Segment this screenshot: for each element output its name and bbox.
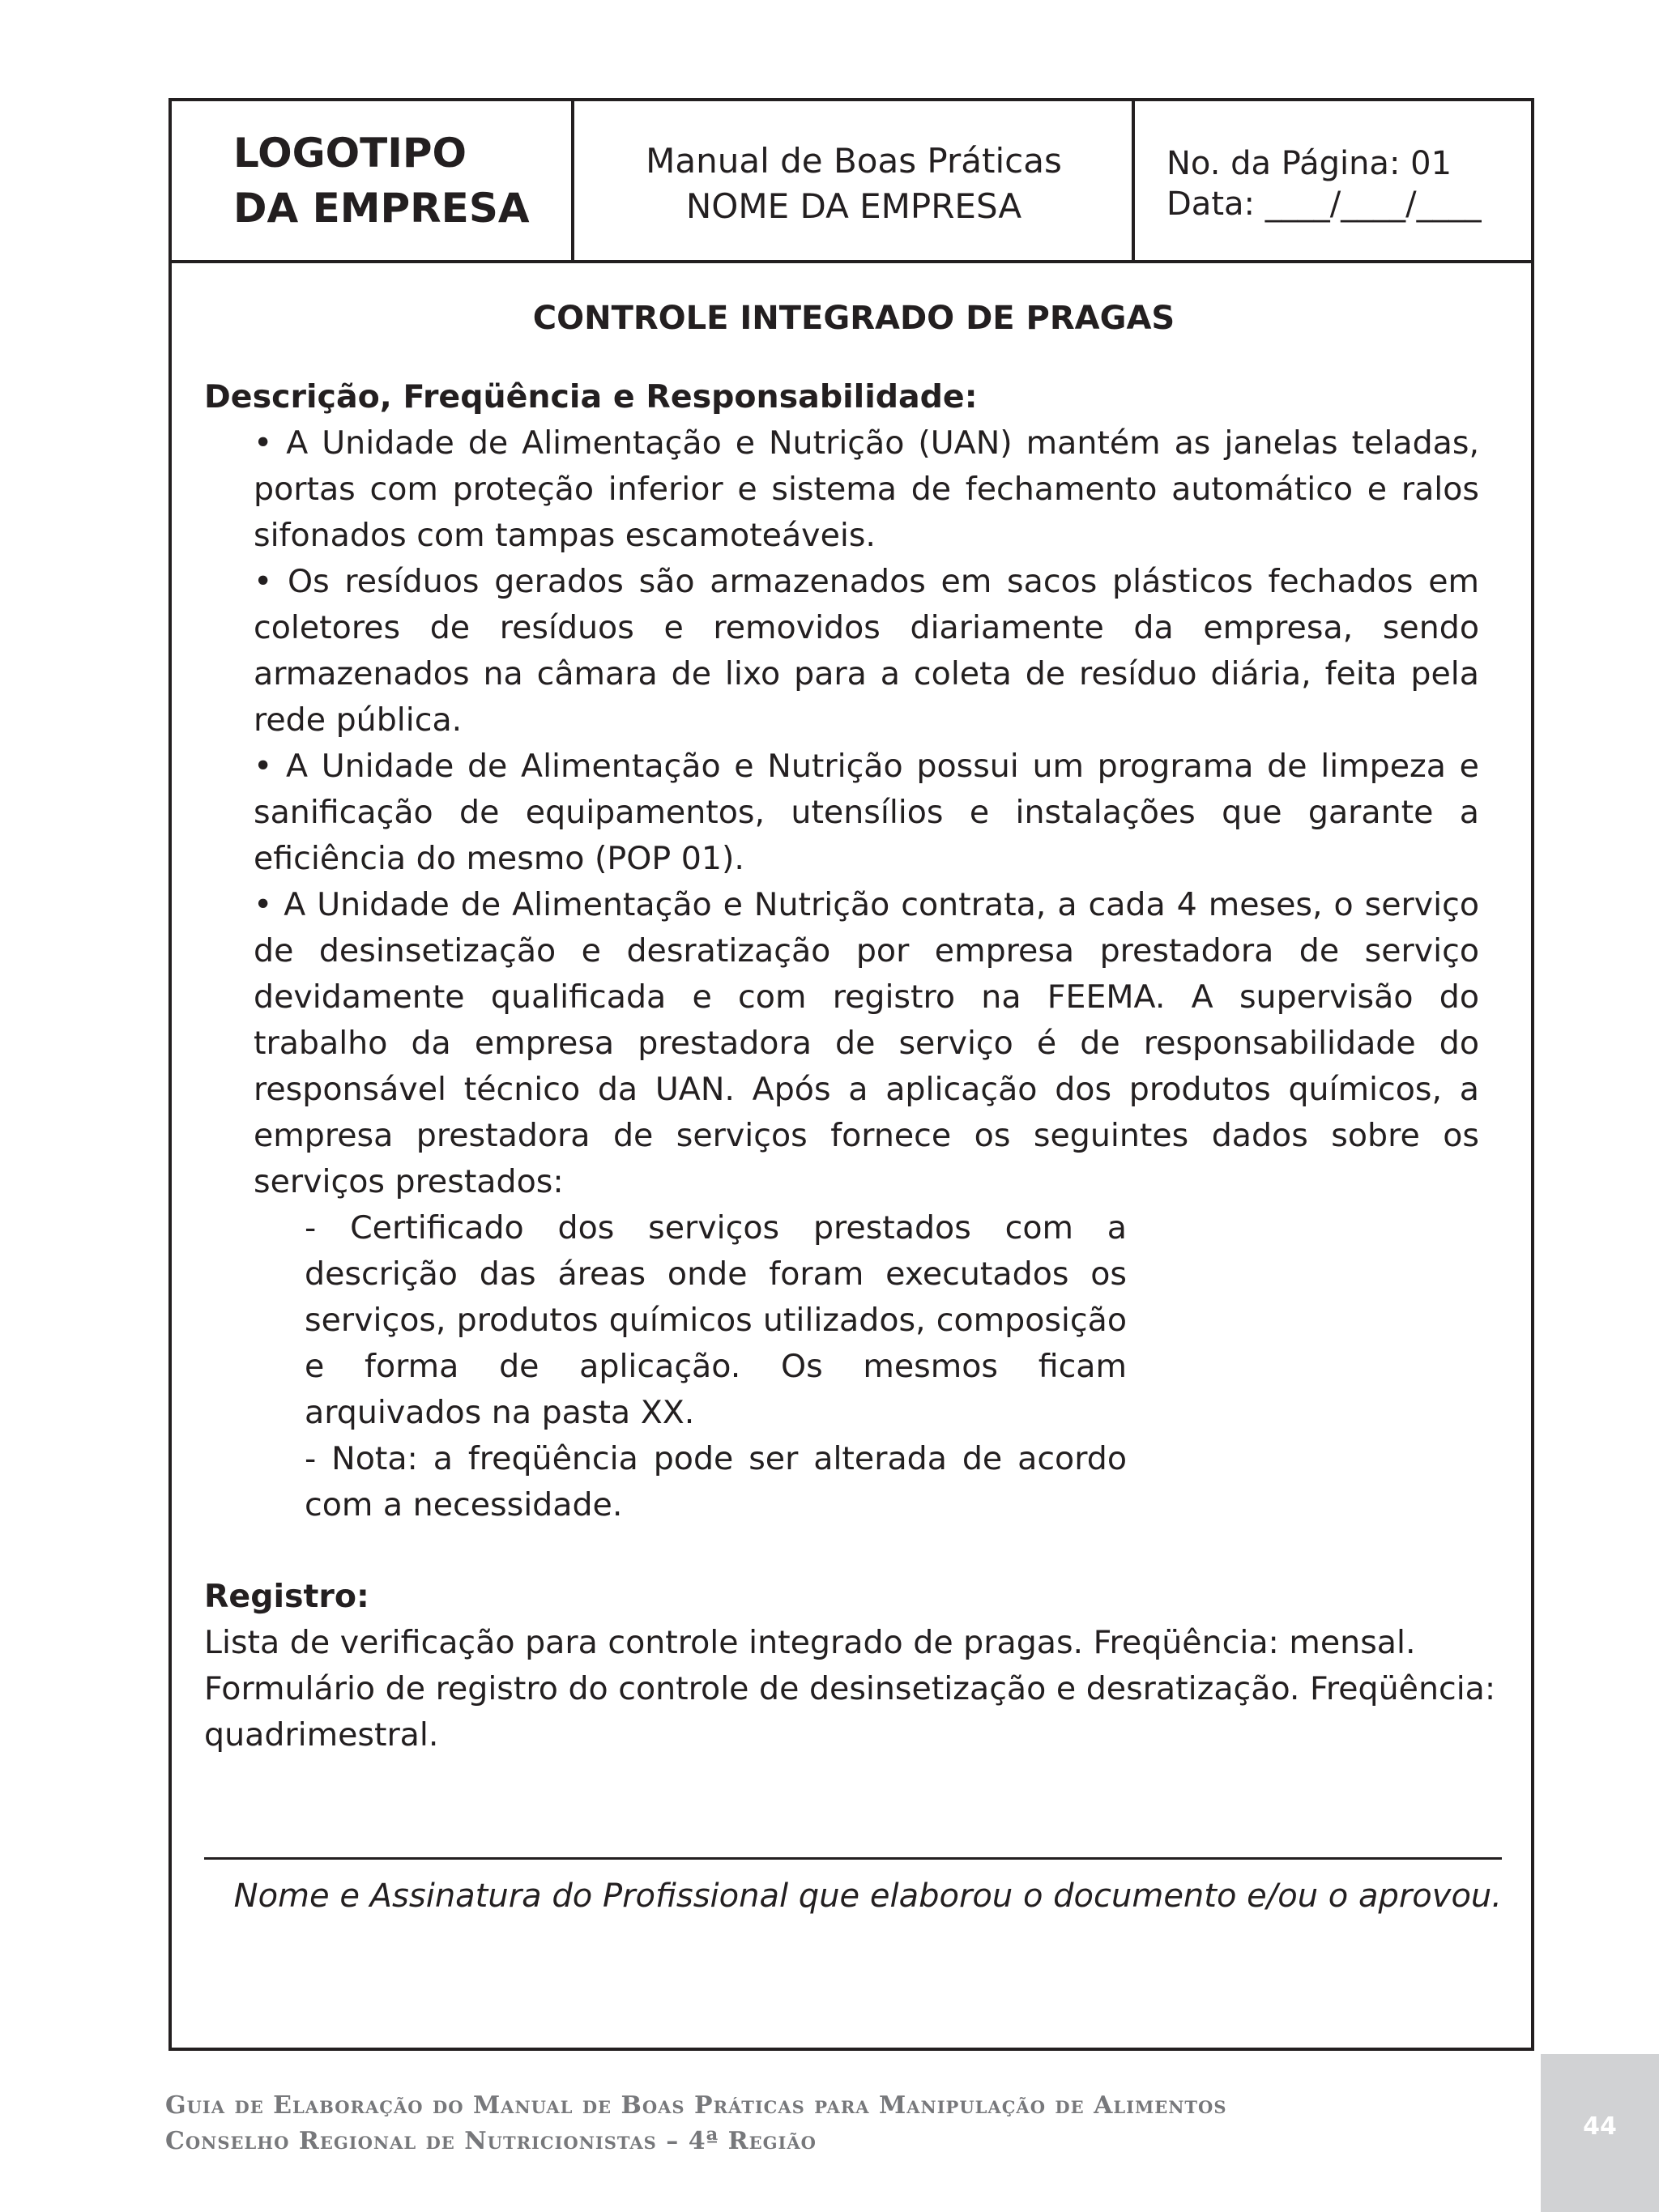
page-number-tab — [1541, 2054, 1659, 2212]
sub-item: - Certificado dos serviços prestados com a descrição das áreas onde foram executados os serviços, produtos químicos utilizados, composição e forma de aplicação. Os mesmos ficam arquivados na pasta XX. — [305, 1209, 1127, 1431]
logo-line-1: LOGOTIPO — [233, 130, 467, 177]
page-info-block — [1166, 143, 1482, 224]
footer-line-2: Conselho Regional de Nutricionistas – 4ª Região — [165, 2127, 817, 2155]
page-number: 44 — [1583, 2112, 1617, 2141]
signature-line — [204, 1857, 1502, 1860]
document-frame — [168, 98, 1534, 2051]
footer-line-1: Guia de Elaboração do Manual de Boas Práticas para Manipulação de Alimentos — [165, 2091, 1227, 2120]
header-bottom-line — [172, 260, 1531, 263]
section-heading: Descrição, Freqüência e Responsabilidade: — [204, 378, 978, 416]
bullet-item: • Os resíduos gerados são armazenados em sacos plásticos fechados em coletores de resíduos e removidos diariamente da empresa, sendo armazenados na câmara de lixo para a coleta de resíduo diária, feita pela rede pública. — [254, 563, 1479, 739]
bullet-item: • A Unidade de Alimentação e Nutrição contrata, a cada 4 meses, o serviço de desinsetização e desratização por empresa prestadora de serviço devidamente qualificada e com registro na FEEMA. A supervisão do trabalho da empresa prestadora de serviço é de responsabilidade do responsável técnico da UAN. Após a aplicação dos produtos químicos, a empresa prestadora de serviços fornece os seguintes dados sobre os serviços prestados: — [254, 886, 1479, 1200]
document-title: CONTROLE INTEGRADO DE PRAGAS — [532, 300, 1175, 337]
bullet-list — [254, 420, 1479, 1528]
sub-item-list — [305, 1205, 1127, 1528]
manual-title-block — [574, 139, 1134, 229]
registro-line: Formulário de registro do controle de desinsetização e desratização. Freqüência: quadrimestral. — [204, 1670, 1496, 1754]
date-field: Data: ____/____/____ — [1166, 185, 1482, 223]
bullet-item: • A Unidade de Alimentação e Nutrição (UAN) mantém as janelas teladas, portas com proteção inferior e sistema de fechamento automático e ralos sifonados com tampas escamoteáveis. — [254, 424, 1479, 554]
logo-line-2: DA EMPRESA — [233, 185, 530, 232]
registro-heading: Registro: — [204, 1578, 369, 1615]
signature-caption: Nome e Assinatura do Profissional que elaborou o documento e/ou o aprovou. — [233, 1877, 1502, 1915]
registro-line: Lista de verificação para controle integrado de pragas. Freqüência: mensal. — [204, 1624, 1416, 1661]
company-logo-placeholder — [233, 126, 530, 236]
bullet-item: • A Unidade de Alimentação e Nutrição possui um programa de limpeza e sanificação de equipamentos, utensílios e instalações que garante a eficiência do mesmo (POP 01). — [254, 748, 1479, 877]
footer — [165, 2088, 1227, 2159]
page-number-field: No. da Página: 01 — [1166, 145, 1452, 182]
company-name: NOME DA EMPRESA — [685, 186, 1022, 226]
document-body — [204, 296, 1503, 1758]
manual-title: Manual de Boas Práticas — [646, 141, 1062, 181]
sub-item: - Nota: a freqüência pode ser alterada de acordo com a necessidade. — [305, 1440, 1127, 1524]
